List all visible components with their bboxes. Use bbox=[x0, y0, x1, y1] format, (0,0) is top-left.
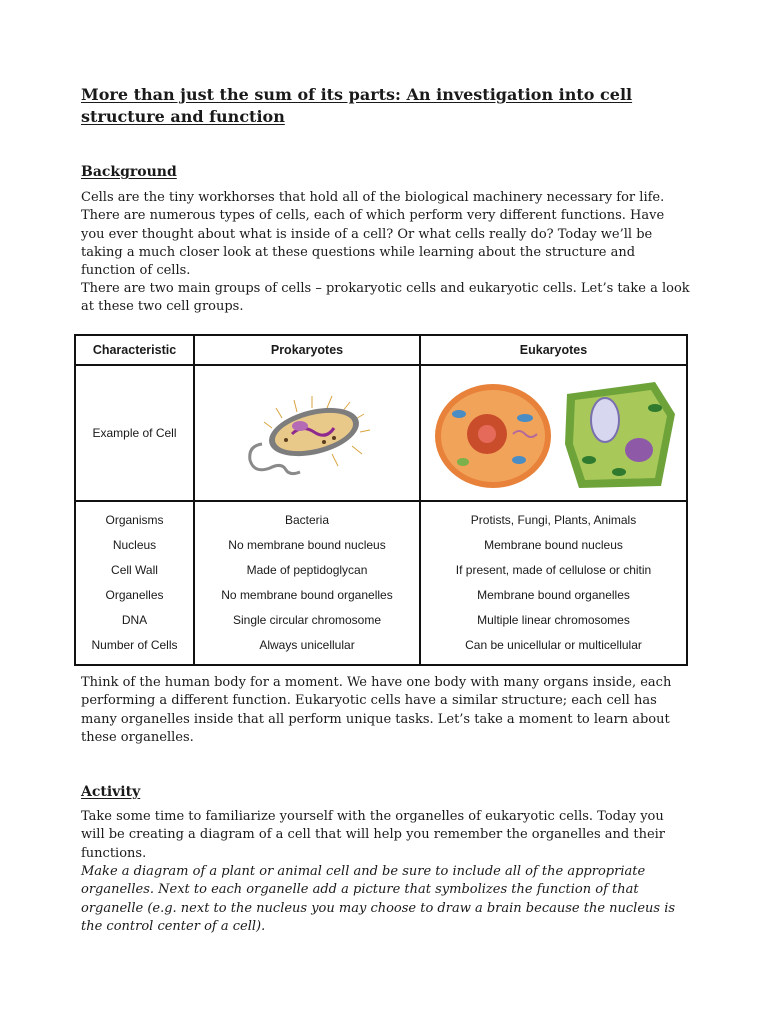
activity-instructions: Make a diagram of a plant or animal cell and be sure to include all of the appropriate organelles. Next to each organelle add a picture that symbolizes the function of that organelle (e.g. next to the nucleus you may choose to draw a brain because the nucleus is the control center of a cell). bbox=[81, 864, 676, 934]
document-title: More than just the sum of its parts: An investigation into cell structure and function bbox=[81, 85, 633, 126]
animal-cell-illustration bbox=[435, 384, 551, 488]
body-paragraph: Think of the human body for a moment. We have one body with many organs inside, each performing a different function. Eukaryotic cells have a similar structure; each cell has many organelles inside that all perform unique tasks. Let’s take a moment to learn about these organelles. bbox=[81, 675, 672, 745]
characteristic-organisms: Organisms bbox=[105, 513, 164, 527]
activity-paragraph: Take some time to familiarize yourself with the organelles of eukaryotic cells. Today you will be creating a diagram of a cell that will help you remember the organelles and their functions. bbox=[81, 809, 666, 861]
background-paragraph-1: Cells are the tiny workhorses that hold all of the biological machinery necessary for life. There are numerous types of cells, each of which perform very different functions. Have you ever thought about what is inside of a cell? Or what cells really do? Today we’ll be taking a much closer look at these questions while learning about the structure and function of cells. bbox=[81, 190, 665, 279]
cell-comparison-table bbox=[74, 334, 688, 666]
eukaryotes-organisms: Protists, Fungi, Plants, Animals bbox=[470, 513, 637, 527]
eukaryote-cells-illustration bbox=[429, 374, 679, 492]
example-row bbox=[75, 365, 687, 501]
characteristics-row bbox=[75, 501, 687, 665]
characteristic-organelles: Organelles bbox=[105, 588, 164, 602]
prokaryotes-nucleus: No membrane bound nucleus bbox=[228, 538, 386, 552]
eukaryotes-column bbox=[420, 501, 687, 665]
bacterium-illustration bbox=[242, 388, 372, 478]
characteristic-dna: DNA bbox=[121, 613, 148, 627]
prokaryotes-column bbox=[194, 501, 420, 665]
header-prokaryotes: Prokaryotes bbox=[194, 335, 420, 365]
eukaryotes-nucleus: Membrane bound nucleus bbox=[484, 538, 623, 552]
prokaryotes-dna: Single circular chromosome bbox=[232, 613, 382, 627]
background-heading: Background bbox=[81, 164, 177, 180]
characteristic-nucleus: Nucleus bbox=[112, 538, 157, 552]
prokaryotes-cell-wall: Made of peptidoglycan bbox=[246, 563, 368, 577]
eukaryotes-organelles: Membrane bound organelles bbox=[477, 588, 630, 602]
characteristic-number-of-cells: Number of Cells bbox=[91, 638, 178, 652]
prokaryotes-organisms: Bacteria bbox=[284, 513, 330, 527]
eukaryotes-cell-wall: If present, made of cellulose or chitin bbox=[455, 563, 652, 577]
background-paragraph-2: There are two main groups of cells – prokaryotic cells and eukaryotic cells. Let’s take a look at these two cell groups. bbox=[81, 281, 690, 315]
example-label: Example of Cell bbox=[75, 365, 194, 501]
plant-cell-illustration bbox=[565, 382, 675, 488]
header-eukaryotes: Eukaryotes bbox=[420, 335, 687, 365]
activity-heading: Activity bbox=[81, 784, 141, 800]
prokaryote-image-cell bbox=[194, 365, 420, 501]
prokaryotes-number-of-cells: Always unicellular bbox=[259, 638, 355, 652]
characteristic-column bbox=[75, 501, 194, 665]
header-characteristic: Characteristic bbox=[75, 335, 194, 365]
eukaryote-image-cell bbox=[420, 365, 687, 501]
table-header-row bbox=[75, 335, 687, 365]
prokaryotes-organelles: No membrane bound organelles bbox=[221, 588, 393, 602]
characteristic-cell-wall: Cell Wall bbox=[111, 563, 158, 577]
eukaryotes-dna: Multiple linear chromosomes bbox=[477, 613, 630, 627]
eukaryotes-number-of-cells: Can be unicellular or multicellular bbox=[465, 638, 642, 652]
